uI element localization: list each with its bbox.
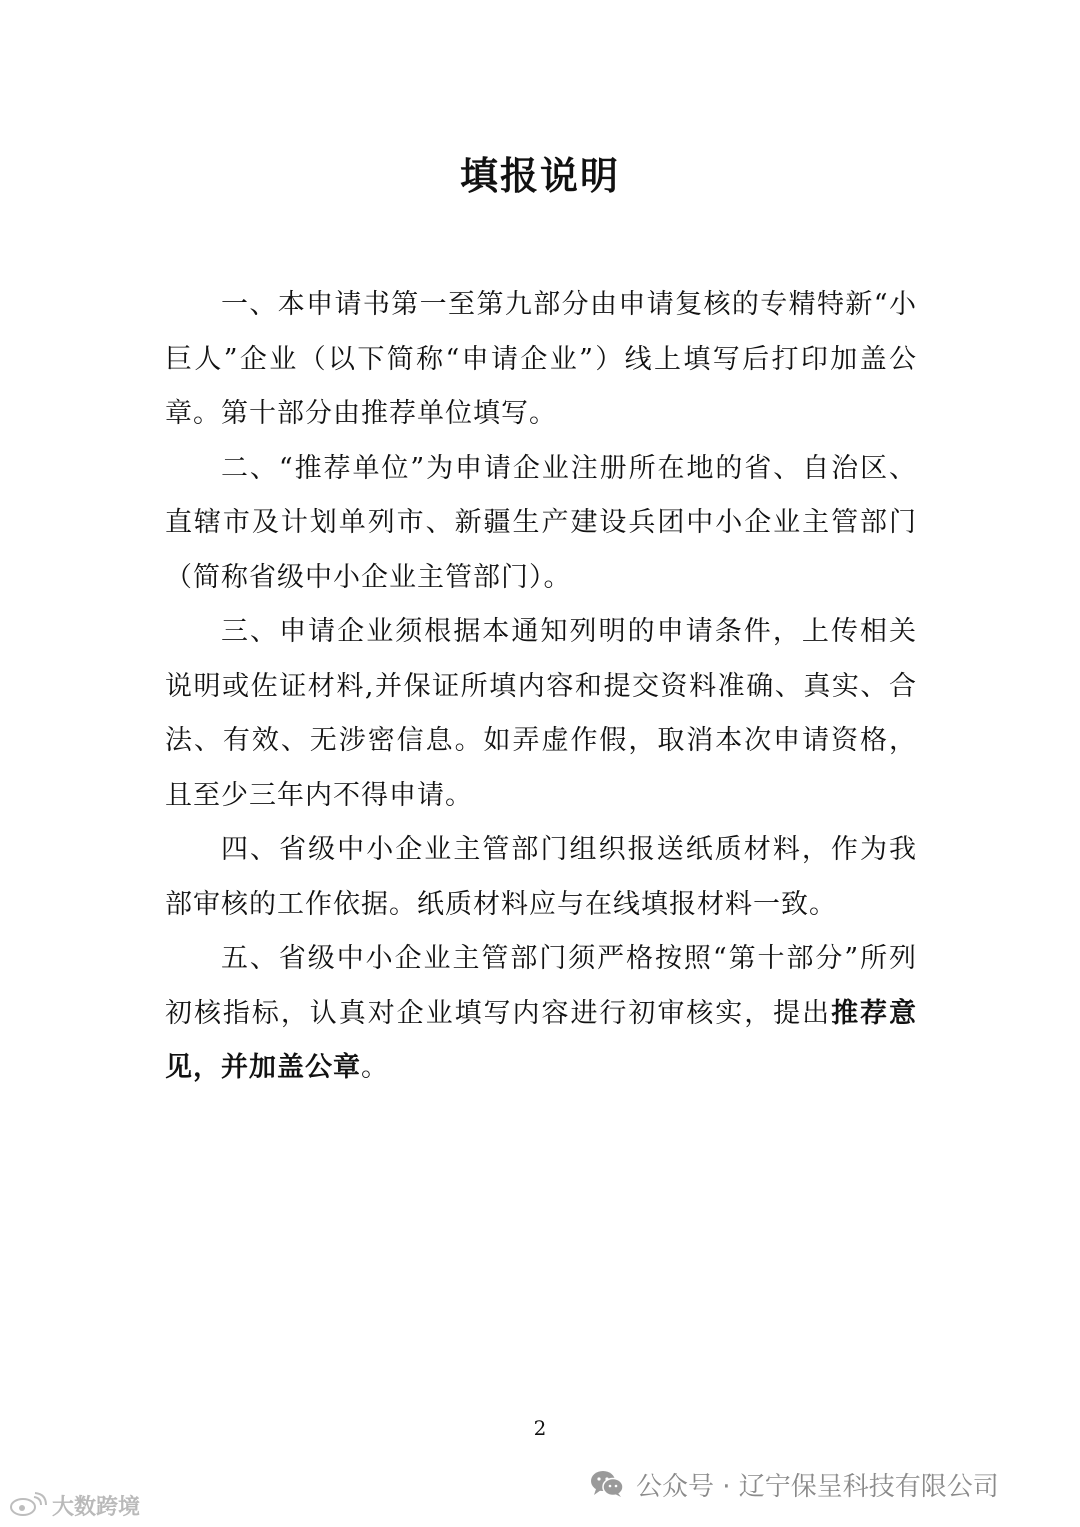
footer-watermark (8, 1490, 140, 1520)
paragraph-1: 一、本申请书第一至第九部分由申请复核的专精特新“小巨人”企业（以下简称“申请企业”）线上填写后打印加盖公章。第十部分由推荐单位填写。 (165, 289, 917, 429)
paragraph-3: 三、申请企业须根据本通知列明的申请条件，上传相关说明或佐证材料,并保证所填内容和提交资料准确、真实、合法、有效、无涉密信息。如弄虚作假，取消本次申请资格，且至少三年内不得申请。 (165, 616, 917, 811)
weibo-icon (8, 1492, 48, 1518)
paragraph-2: 二、“推荐单位”为申请企业注册所在地的省、自治区、直辖市及计划单列市、新疆生产建设兵团中小企业主管部门（简称省级中小企业主管部门）。 (165, 452, 917, 593)
document-body (165, 278, 917, 1096)
paragraph-5-text: 五、省级中小企业主管部门须严格按照“第十部分”所列初核指标，认真对企业填写内容进行初审核实，提出 (165, 943, 917, 1029)
paragraph-5-bold-text: 推荐意见，并加盖公章 (165, 997, 918, 1083)
paragraph-5-tail: 。 (361, 1052, 389, 1083)
wechat-icon (590, 1470, 624, 1498)
document-title: 填报说明 (459, 154, 620, 198)
footer-brand-text: 公众号 · 辽宁保呈科技有限公司 (636, 1471, 999, 1502)
paragraph-5 (165, 932, 917, 1096)
footer-watermark-text: 大数跨境 (52, 1494, 141, 1520)
page-number: 2 (533, 1416, 547, 1440)
paragraph-4: 四、省级中小企业主管部门组织报送纸质材料，作为我部审核的工作依据。纸质材料应与在线填报材料一致。 (165, 834, 917, 920)
footer-brand (590, 1464, 999, 1504)
